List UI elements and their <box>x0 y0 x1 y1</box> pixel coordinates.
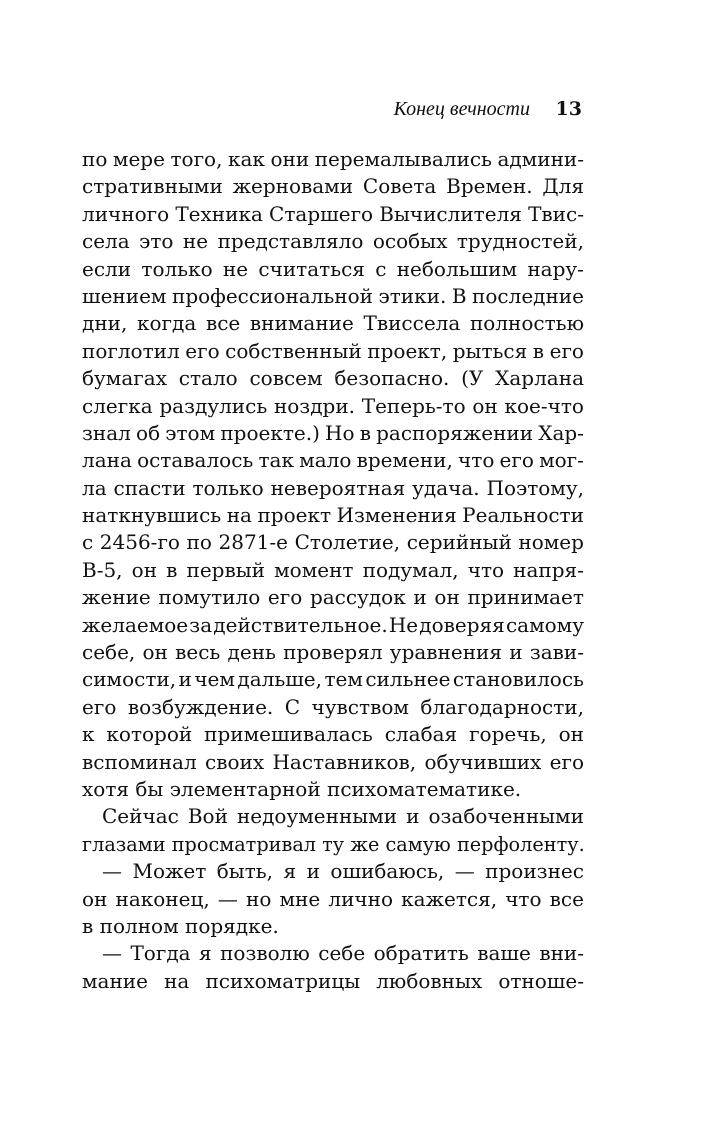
text-line: — Может быть, я и ошибаюсь, — произнес <box>102 859 584 884</box>
text-line: бумагах стало совсем безопасно. (У Харлана <box>82 366 584 391</box>
text-line: В-5, он в первый момент подумал, что напря- <box>82 557 584 582</box>
text-line: если только не считаться с небольшим нару- <box>82 256 584 281</box>
text-line: глазами просматривал ту же самую перфоленту. <box>82 832 585 856</box>
text-line: села это не представляло особых трудностей, <box>82 229 584 254</box>
text-line: вспоминал своих Наставников, обучивших его <box>82 749 584 774</box>
text-line: слегка раздулись ноздри. Теперь-то он кое-что <box>82 393 584 418</box>
text-line: ла спасти только невероятная удача. Поэтому, <box>82 475 584 500</box>
text-line: желаемое за действительное. Не доверяя самому <box>82 612 584 637</box>
text-line: личного Техника Старшего Вычислителя Твис- <box>82 201 584 226</box>
text-line: мание на психоматрицы любовных отноше- <box>82 968 584 993</box>
text-line: симости, и чем дальше, тем сильнее становилось <box>82 667 584 692</box>
text-line: шением профессиональной этики. В последние <box>82 283 584 308</box>
text-line: в полном порядке. <box>82 913 279 938</box>
text-line: себе, он весь день проверял уравнения и зави- <box>82 640 584 665</box>
text-line: с 2456-го по 2871-е Столетие, серийный номер <box>82 530 584 555</box>
text-line: его возбуждение. С чувством благодарности, <box>82 694 584 719</box>
body-text <box>82 146 584 995</box>
text-line: знал об этом проекте.) Но в распоряжении Хар- <box>82 420 584 445</box>
text-line: — Тогда я позволю себе обратить ваше вни- <box>102 941 584 966</box>
text-line: жение помутило его рассудок и он принимает <box>82 585 584 610</box>
page-number: 13 <box>555 98 582 120</box>
text-line: дни, когда все внимание Твиссела полностью <box>82 311 584 336</box>
text-line: лана оставалось так мало времени, что его мог- <box>82 448 584 473</box>
text-line: к которой примешивалась слабая горечь, он <box>82 722 584 747</box>
text-line: наткнувшись на проект Изменения Реальности <box>82 503 584 528</box>
running-title: Конец вечности <box>393 98 530 120</box>
text-line: стративными жерновами Совета Времен. Для <box>82 174 584 199</box>
text-line: Сейчас Вой недоуменными и озабоченными <box>102 804 584 829</box>
running-head <box>82 94 582 124</box>
text-line: по мере того, как они перемалывались админи- <box>82 147 584 171</box>
text-line: поглотил его собственный проект, рыться в его <box>82 338 584 363</box>
text-line: хотя бы элементарной психоматематике. <box>82 776 522 801</box>
text-line: он наконец, — но мне лично кажется, что все <box>82 886 584 911</box>
